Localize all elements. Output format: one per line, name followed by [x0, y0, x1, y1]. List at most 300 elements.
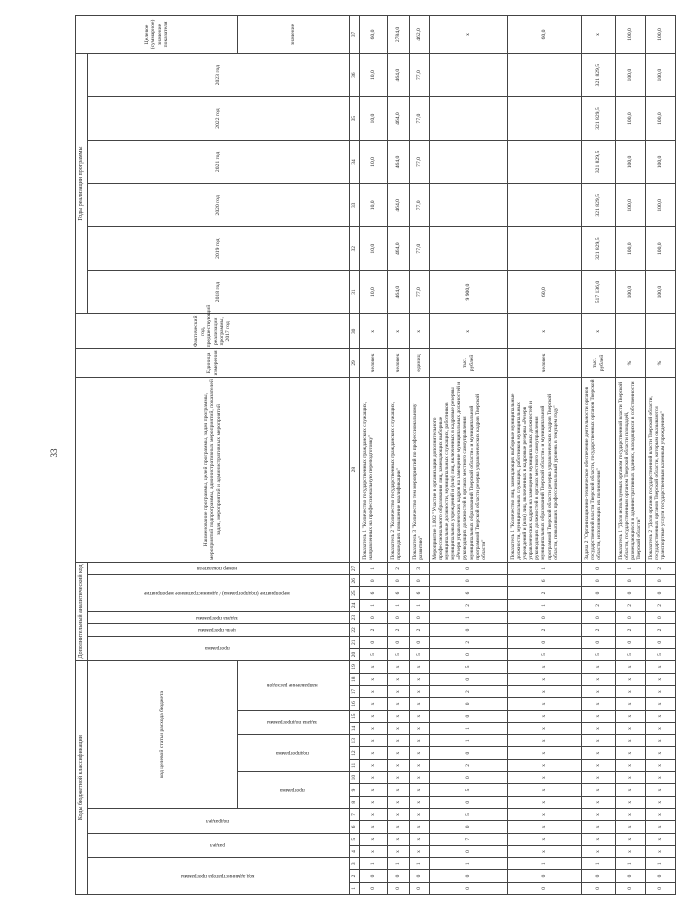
- code-digit: 0: [360, 882, 388, 894]
- code-digit: 1: [616, 562, 646, 574]
- kbk-section-header-text: раздел: [209, 842, 225, 849]
- code-digit: x: [410, 698, 430, 710]
- row-name: Показатель 1 "Доля используемых органом государственной власти Тверской области, государственным органом Тверской области площадей, размещающихся в административных зданиях, находящихся в собственности Тверской области": [616, 377, 646, 562]
- column-number: 22: [350, 624, 360, 636]
- row-year-value: 77,0: [410, 140, 430, 183]
- code-digit: x: [388, 661, 410, 673]
- code-digit: x: [616, 808, 646, 820]
- code-digit: 1: [646, 858, 676, 870]
- code-digit: x: [388, 833, 410, 845]
- row-unit: человек: [508, 349, 582, 377]
- code-digit: x: [616, 759, 646, 771]
- column-number: 12: [350, 747, 360, 759]
- row-fact-year: x: [388, 314, 410, 349]
- extra-activity-header-text: мероприятие (подпрограмма) / административное мероприятие: [144, 590, 291, 597]
- table-row: [616, 16, 646, 895]
- code-digit: 6: [360, 587, 388, 599]
- code-digit: 2: [616, 624, 646, 636]
- code-digit: 5: [616, 648, 646, 660]
- code-digit: x: [646, 710, 676, 722]
- code-digit: x: [616, 661, 646, 673]
- code-digit: 0: [360, 636, 388, 648]
- row-year-value: 100,0: [616, 227, 646, 270]
- column-number: 14: [350, 722, 360, 734]
- code-digit: x: [508, 821, 582, 833]
- code-digit: 0: [430, 845, 508, 857]
- code-digit: x: [360, 661, 388, 673]
- code-digit: x: [646, 784, 676, 796]
- code-digit: 5: [430, 661, 508, 673]
- row-year-value: 10,0: [360, 97, 388, 140]
- code-digit: 2: [430, 685, 508, 697]
- row-year-value: 100,0: [616, 140, 646, 183]
- code-digit: 0: [430, 624, 508, 636]
- rotated-table-container: [75, 15, 667, 895]
- code-digit: x: [508, 685, 582, 697]
- row-year-value: [508, 184, 582, 227]
- code-digit: 1: [388, 599, 410, 611]
- row-year-value: 77,0: [410, 270, 430, 313]
- code-digit: 0: [360, 612, 388, 624]
- code-digit: x: [508, 772, 582, 784]
- code-digit: x: [582, 833, 616, 845]
- code-digit: x: [616, 710, 646, 722]
- code-digit: x: [646, 808, 676, 820]
- code-digit: x: [646, 821, 676, 833]
- kbk-subprogram-header-text: подпрограмма: [275, 750, 309, 757]
- extra-code-group-header: Дополнительный аналитический код: [76, 562, 88, 660]
- code-digit: x: [582, 673, 616, 685]
- row-year-value: [508, 97, 582, 140]
- code-digit: 5: [508, 648, 582, 660]
- column-number: 35: [350, 97, 360, 140]
- program-table: [75, 15, 676, 895]
- name-column-header: Наименование программы, целей программы, задач программы, мероприятий подпрограммы, административных мероприятий, показателей задач, мероприятий и административных мероприятий: [76, 377, 350, 562]
- code-digit: x: [616, 845, 646, 857]
- year-header-3: 2021 год: [88, 140, 350, 183]
- row-year-value: 321 829,5: [582, 97, 616, 140]
- code-digit: 1: [360, 599, 388, 611]
- kbk-direction-header-text: направление расходов: [266, 682, 318, 689]
- code-digit: 5: [388, 648, 410, 660]
- row-unit: %: [646, 349, 676, 377]
- extra-task-header: [88, 612, 350, 624]
- code-digit: 0: [410, 575, 430, 587]
- code-digit: x: [360, 759, 388, 771]
- code-digit: 0: [388, 870, 410, 882]
- code-digit: x: [360, 673, 388, 685]
- code-digit: 0: [616, 587, 646, 599]
- column-number: 19: [350, 661, 360, 673]
- row-year-value: 100,0: [646, 270, 676, 313]
- row-fact-year: x: [430, 314, 508, 349]
- table-row: [388, 16, 410, 895]
- row-name: Задача 2 "Организационно-техническое обеспечение деятельности органов государственной власти Тверской области, государственных органов Тверской области, исполняющих их полномочия": [582, 377, 616, 562]
- code-digit: x: [508, 833, 582, 845]
- row-year-value: 464,0: [388, 184, 410, 227]
- extra-indicator-number-header-text: номер показателя: [197, 565, 238, 572]
- code-digit: x: [646, 833, 676, 845]
- code-digit: 0: [646, 575, 676, 587]
- row-year-value: 100,0: [646, 227, 676, 270]
- code-digit: 0: [646, 587, 676, 599]
- row-target-value: 2784,0: [388, 16, 410, 54]
- code-digit: x: [582, 808, 616, 820]
- code-digit: 0: [430, 796, 508, 808]
- code-digit: 1: [388, 858, 410, 870]
- code-digit: 1: [430, 722, 508, 734]
- column-number: 26: [350, 575, 360, 587]
- code-digit: x: [360, 698, 388, 710]
- row-fact-year: x: [360, 314, 388, 349]
- row-year-value: 100,0: [616, 97, 646, 140]
- code-digit: x: [646, 747, 676, 759]
- code-digit: 2: [646, 624, 676, 636]
- kbk-task-header-text: задача подпрограммы: [267, 719, 318, 726]
- extra-activity-header: [88, 575, 350, 612]
- column-number: 13: [350, 735, 360, 747]
- code-digit: x: [410, 821, 430, 833]
- code-digit: x: [582, 845, 616, 857]
- code-digit: 0: [616, 575, 646, 587]
- row-unit: тыс. рублей: [582, 349, 616, 377]
- kbk-admin-header: [88, 858, 350, 895]
- code-digit: x: [410, 685, 430, 697]
- column-numbers-row: [350, 16, 360, 895]
- code-digit: x: [360, 796, 388, 808]
- code-digit: 5: [360, 648, 388, 660]
- code-digit: x: [646, 661, 676, 673]
- code-digit: 0: [582, 612, 616, 624]
- code-digit: x: [616, 833, 646, 845]
- code-digit: 0: [430, 882, 508, 894]
- target-article-group-header: код целевой статьи расхода бюджета: [88, 661, 238, 809]
- extra-program-header: [88, 636, 350, 661]
- column-number: 10: [350, 772, 360, 784]
- extra-program-header-text: программа: [204, 645, 230, 652]
- code-digit: x: [508, 722, 582, 734]
- code-digit: 2: [430, 599, 508, 611]
- code-digit: x: [582, 821, 616, 833]
- code-digit: 5: [430, 784, 508, 796]
- code-digit: x: [388, 747, 410, 759]
- row-target-value: 100,0: [616, 16, 646, 54]
- column-number: 24: [350, 599, 360, 611]
- code-digit: x: [388, 673, 410, 685]
- code-digit: 1: [582, 858, 616, 870]
- code-digit: x: [410, 661, 430, 673]
- row-year-value: 10,0: [360, 140, 388, 183]
- code-digit: x: [410, 808, 430, 820]
- row-unit: человек: [360, 349, 388, 377]
- code-digit: 0: [430, 870, 508, 882]
- code-digit: x: [388, 784, 410, 796]
- code-digit: 0: [430, 821, 508, 833]
- table-row: [430, 16, 508, 895]
- code-digit: x: [360, 710, 388, 722]
- code-digit: x: [616, 784, 646, 796]
- code-digit: x: [508, 845, 582, 857]
- code-digit: x: [388, 821, 410, 833]
- row-year-value: 10,0: [360, 270, 388, 313]
- code-digit: 0: [582, 636, 616, 648]
- row-year-value: 100,0: [616, 270, 646, 313]
- row-year-value: 77,0: [410, 227, 430, 270]
- code-digit: 2: [360, 624, 388, 636]
- row-year-value: 321 829,5: [582, 53, 616, 96]
- column-number: 4: [350, 845, 360, 857]
- column-number: 16: [350, 698, 360, 710]
- row-year-value: 10,0: [360, 53, 388, 96]
- code-digit: 0: [582, 587, 616, 599]
- column-number: 30: [350, 314, 360, 349]
- row-year-value: [430, 227, 508, 270]
- code-digit: x: [582, 784, 616, 796]
- code-digit: 0: [410, 636, 430, 648]
- code-digit: x: [646, 759, 676, 771]
- row-year-value: 10,0: [360, 184, 388, 227]
- column-number: 31: [350, 270, 360, 313]
- code-digit: x: [410, 747, 430, 759]
- code-digit: x: [508, 698, 582, 710]
- column-number: 34: [350, 140, 360, 183]
- extra-indicator-number-header: [88, 562, 350, 574]
- row-year-value: 464,0: [388, 270, 410, 313]
- kbk-subprogram-header: [238, 735, 350, 772]
- code-digit: 0: [582, 562, 616, 574]
- code-digit: 0: [430, 648, 508, 660]
- code-digit: x: [582, 772, 616, 784]
- table-row: [646, 16, 676, 895]
- fact-year-column-header: Фактический год, предшествующий реализации программы, 2017 год: [76, 314, 350, 349]
- table-body: [360, 16, 676, 895]
- code-digit: x: [410, 673, 430, 685]
- extra-task-header-text: задача программы: [196, 614, 239, 621]
- code-digit: 1: [360, 562, 388, 574]
- code-digit: 2: [646, 562, 676, 574]
- row-year-value: 100,0: [616, 184, 646, 227]
- row-target-value: 60,0: [360, 16, 388, 54]
- row-name: Показатель 1 "Количество государственных гражданских служащих, направленных на профессиональную переподготовку": [360, 377, 388, 562]
- code-digit: x: [508, 784, 582, 796]
- code-digit: 2: [430, 759, 508, 771]
- code-digit: 6: [508, 575, 582, 587]
- column-number: 37: [350, 16, 360, 54]
- code-digit: x: [582, 796, 616, 808]
- code-digit: x: [616, 821, 646, 833]
- code-digit: 0: [430, 673, 508, 685]
- code-digit: x: [360, 821, 388, 833]
- target-value-header: значение: [238, 16, 350, 54]
- code-digit: x: [388, 698, 410, 710]
- row-unit: %: [616, 349, 646, 377]
- code-digit: x: [508, 747, 582, 759]
- code-digit: x: [388, 772, 410, 784]
- row-fact-year: x: [508, 314, 582, 349]
- code-digit: 0: [582, 575, 616, 587]
- code-digit: 0: [508, 882, 582, 894]
- code-digit: 2: [646, 599, 676, 611]
- code-digit: x: [616, 685, 646, 697]
- code-digit: x: [388, 722, 410, 734]
- code-digit: x: [388, 735, 410, 747]
- code-digit: 7: [430, 833, 508, 845]
- code-digit: 0: [582, 870, 616, 882]
- column-number: 32: [350, 227, 360, 270]
- code-digit: 1: [410, 858, 430, 870]
- code-digit: 1: [430, 858, 508, 870]
- kbk-program-header: [238, 772, 350, 809]
- code-digit: 2: [430, 636, 508, 648]
- code-digit: 1: [616, 858, 646, 870]
- row-year-value: 321 829,5: [582, 184, 616, 227]
- code-digit: 6: [430, 587, 508, 599]
- code-digit: 2: [508, 587, 582, 599]
- column-number: 23: [350, 612, 360, 624]
- code-digit: 0: [430, 710, 508, 722]
- row-fact-year: x: [582, 314, 616, 349]
- row-target-value: x: [582, 16, 616, 54]
- code-digit: x: [410, 845, 430, 857]
- code-digit: 0: [388, 575, 410, 587]
- document-sheet: [75, 15, 667, 895]
- kbk-group-header: Коды бюджетной классификации: [76, 661, 88, 895]
- row-unit: тыс. рублей: [430, 349, 508, 377]
- column-number: 1: [350, 882, 360, 894]
- code-digit: x: [360, 808, 388, 820]
- row-year-value: [430, 184, 508, 227]
- code-digit: x: [616, 698, 646, 710]
- code-digit: x: [508, 661, 582, 673]
- extra-goal-header-text: цель программы: [198, 626, 237, 633]
- row-year-value: 100,0: [646, 184, 676, 227]
- column-number: 20: [350, 648, 360, 660]
- code-digit: x: [646, 772, 676, 784]
- code-digit: x: [360, 722, 388, 734]
- code-digit: x: [410, 796, 430, 808]
- code-digit: x: [616, 735, 646, 747]
- code-digit: 0: [410, 882, 430, 894]
- code-digit: 0: [582, 882, 616, 894]
- code-digit: 2: [388, 562, 410, 574]
- code-digit: x: [508, 796, 582, 808]
- code-digit: 0: [508, 870, 582, 882]
- row-unit: единиц: [410, 349, 430, 377]
- code-digit: x: [582, 685, 616, 697]
- code-digit: 2: [388, 624, 410, 636]
- code-digit: x: [582, 661, 616, 673]
- code-digit: x: [508, 759, 582, 771]
- row-fact-year: [646, 314, 676, 349]
- column-number: 3: [350, 858, 360, 870]
- row-year-value: [508, 140, 582, 183]
- column-number: 28: [350, 377, 360, 562]
- code-digit: 3: [410, 562, 430, 574]
- row-target-value: 462,0: [410, 16, 430, 54]
- row-year-value: 77,0: [410, 184, 430, 227]
- code-digit: x: [646, 722, 676, 734]
- code-digit: 2: [582, 624, 616, 636]
- kbk-admin-header-text: код администратора программы: [180, 873, 254, 880]
- column-number: 25: [350, 587, 360, 599]
- code-digit: x: [410, 735, 430, 747]
- code-digit: x: [410, 784, 430, 796]
- kbk-subsection-header: [88, 808, 350, 833]
- code-digit: 2: [582, 599, 616, 611]
- row-year-value: [508, 227, 582, 270]
- code-digit: x: [388, 685, 410, 697]
- kbk-section-header: [88, 833, 350, 858]
- code-digit: x: [410, 833, 430, 845]
- code-digit: 0: [410, 870, 430, 882]
- code-digit: 5: [430, 808, 508, 820]
- table-row: [410, 16, 430, 895]
- column-number: 27: [350, 562, 360, 574]
- column-number: 2: [350, 870, 360, 882]
- code-digit: x: [388, 845, 410, 857]
- table-row: [508, 16, 582, 895]
- code-digit: 0: [616, 612, 646, 624]
- code-digit: 5: [582, 648, 616, 660]
- code-digit: 1: [410, 599, 430, 611]
- header-row-groups: [76, 16, 88, 895]
- row-name: Показатель 3 "Количество тем мероприятий по профессиональному развитию": [410, 377, 430, 562]
- row-year-value: [430, 140, 508, 183]
- row-name: Показатель 2 "Количество государственных гражданских служащих, прошедших повышение квалификации": [388, 377, 410, 562]
- row-year-value: 464,0: [388, 140, 410, 183]
- row-name: Показатель 2 "Доля органов государственной власти Тверской области, государственных органов Тверской области, которым оказываются транспортные услуги государственным казенным учреждением": [646, 377, 676, 562]
- code-digit: x: [508, 710, 582, 722]
- row-year-value: 10,0: [360, 227, 388, 270]
- column-number: 18: [350, 673, 360, 685]
- code-digit: 0: [646, 882, 676, 894]
- row-year-value: [430, 53, 508, 96]
- row-name: Показатель 1 "Количество лиц, замещающих выборные муниципальные должности, муниципальных служащих, работников муниципальных учреждений и (или) лиц, включенных в кадровые резервы «Резерв управленческих кадров на замещение муниципальных должностей и руководящих должностей в органах местного самоуправления муниципальных образований Тверской области» и муниципальной программой Тверской области резерва управленческих кадров Тверской области, повысивших профессиональный уровень в текущем году": [508, 377, 582, 562]
- code-digit: x: [410, 722, 430, 734]
- row-year-value: [430, 97, 508, 140]
- row-fact-year: [616, 314, 646, 349]
- code-digit: x: [508, 808, 582, 820]
- code-digit: 2: [410, 624, 430, 636]
- row-year-value: 321 829,5: [582, 140, 616, 183]
- code-digit: x: [360, 845, 388, 857]
- code-digit: x: [646, 845, 676, 857]
- row-name: Мероприятие 1.002 "Участие в организации дополнительного профессионального образования лиц, замещающих выборные муниципальные должности, муниципальных служащих, работников муниципальных учреждений и (или) лиц, включенных в кадровые резервы «Резерв управленческих кадров на замещение муниципальных должностей и руководящих должностей в органах местного самоуправления муниципальных образований Тверской области» и муниципальной программой Тверской области резерва управленческих кадров Тверской области": [430, 377, 508, 562]
- target-group-header: Целевое (суммарное) значение показателя: [76, 16, 238, 54]
- code-digit: x: [508, 673, 582, 685]
- row-year-value: 100,0: [646, 97, 676, 140]
- code-digit: x: [388, 759, 410, 771]
- code-digit: x: [582, 735, 616, 747]
- code-digit: 0: [508, 612, 582, 624]
- code-digit: 2: [508, 624, 582, 636]
- code-digit: x: [410, 772, 430, 784]
- code-digit: x: [646, 685, 676, 697]
- code-digit: x: [616, 673, 646, 685]
- code-digit: x: [360, 784, 388, 796]
- code-digit: x: [646, 735, 676, 747]
- code-digit: x: [582, 710, 616, 722]
- column-number: 5: [350, 833, 360, 845]
- kbk-program-header-text: программа: [279, 786, 305, 793]
- row-year-value: [508, 53, 582, 96]
- column-number: 33: [350, 184, 360, 227]
- column-number: 11: [350, 759, 360, 771]
- kbk-direction-header: [238, 661, 350, 710]
- table-row: [360, 16, 388, 895]
- row-unit: человек: [388, 349, 410, 377]
- code-digit: 0: [360, 870, 388, 882]
